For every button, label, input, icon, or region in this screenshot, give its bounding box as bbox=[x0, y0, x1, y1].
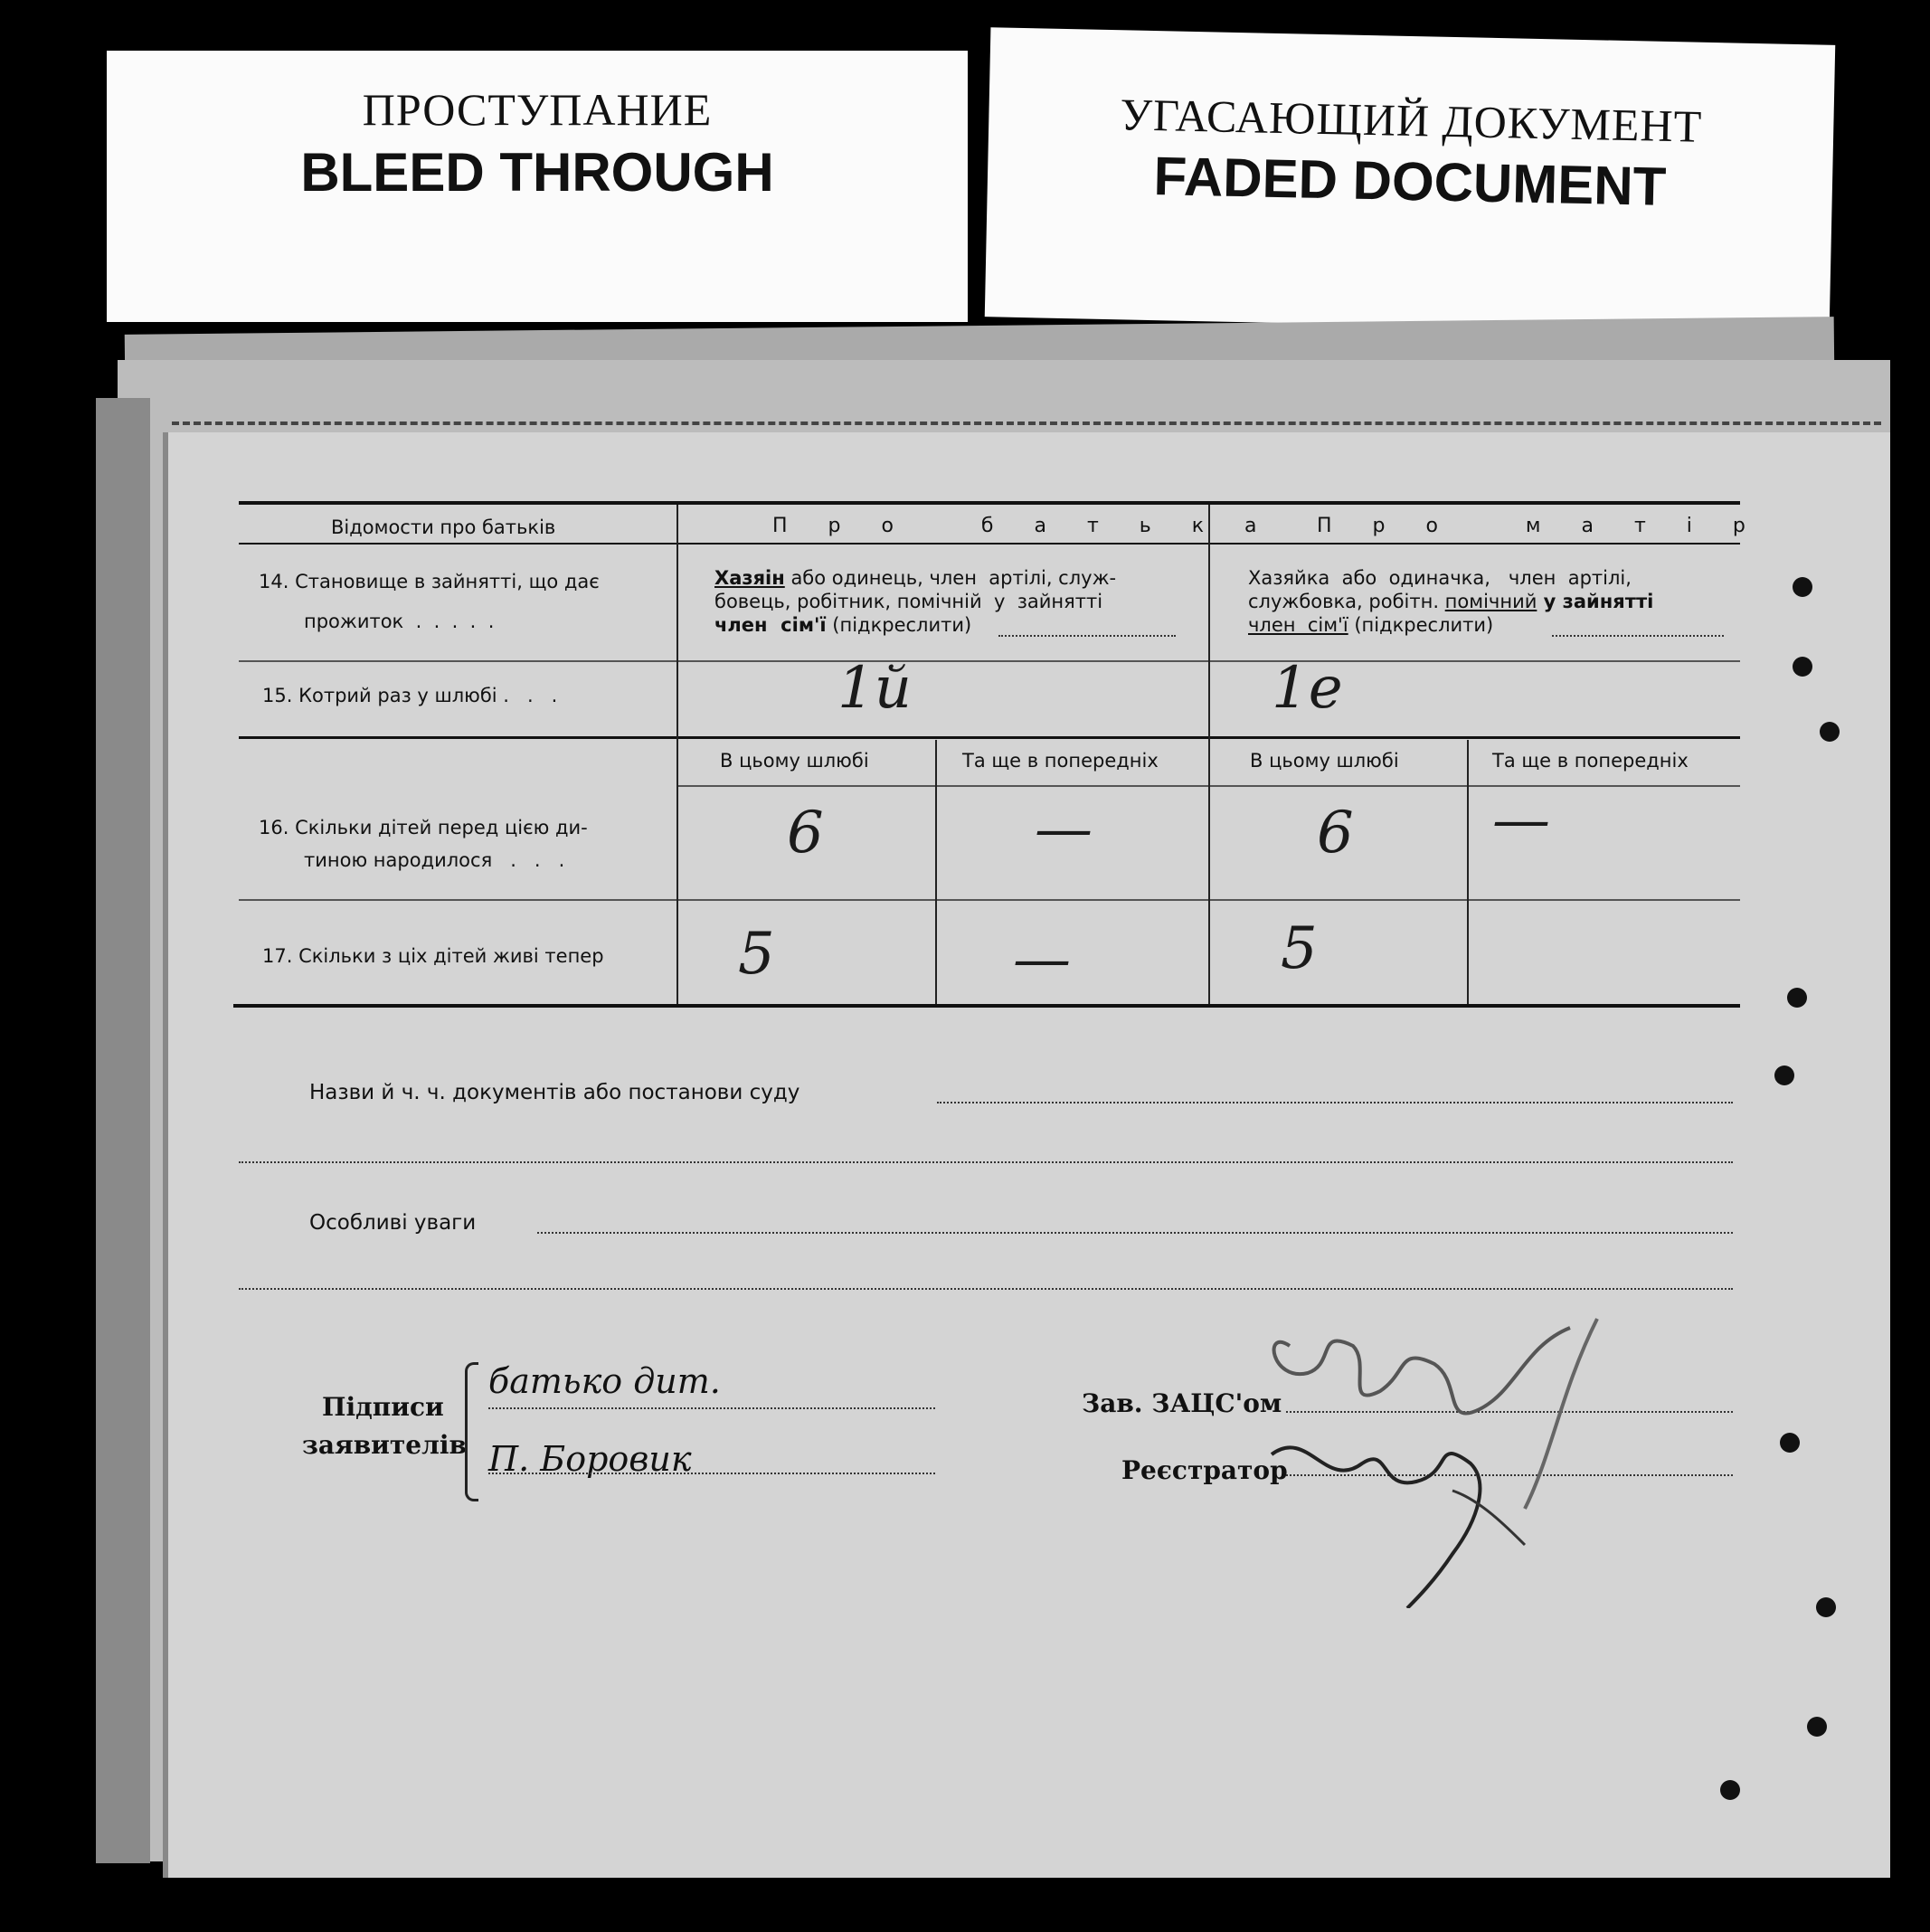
row14-father-dots bbox=[998, 635, 1176, 637]
signatures-label-line2: заявителів bbox=[302, 1430, 467, 1460]
row16-label-line2: тиною народилося . . . bbox=[304, 849, 565, 871]
punch-hole bbox=[1820, 722, 1840, 742]
row16-label-line1: 16. Скільки дітей перед цією ди- bbox=[259, 817, 588, 838]
row17-father-prev: — bbox=[1013, 926, 1071, 993]
row14-father-line1 bbox=[714, 566, 1116, 590]
mother-family-member-underlined: член сім'ї bbox=[1248, 614, 1348, 636]
subheader-father-this: В цьому шлюбі bbox=[720, 750, 869, 772]
header-rule bbox=[239, 543, 1740, 545]
row16-father-this: 6 bbox=[787, 800, 824, 867]
punch-hole bbox=[1787, 988, 1807, 1008]
signature-line-2 bbox=[488, 1473, 935, 1474]
card-left-en: BLEED THROUGH bbox=[300, 142, 774, 203]
applicant-signature-2: П. Боровик bbox=[488, 1439, 692, 1479]
row17-father-this: 5 bbox=[738, 921, 775, 988]
signatures-label-line1: Підписи bbox=[322, 1392, 444, 1422]
row14-label-line2: прожиток . . . . . bbox=[304, 611, 495, 632]
applicant-signature-1: батько дит. bbox=[488, 1361, 721, 1401]
subheader-father-previous: Та ще в попередніх bbox=[962, 750, 1159, 772]
row16-father-prev: — bbox=[1035, 796, 1093, 863]
signatures-brace bbox=[465, 1362, 478, 1501]
row14-rule bbox=[239, 660, 1740, 662]
col-divider-mother bbox=[1467, 740, 1469, 1004]
col-divider-father bbox=[935, 740, 937, 1004]
documents-field-label: Назви й ч. ч. документів або постанови суду bbox=[309, 1081, 800, 1104]
subheader-mother-previous: Та ще в попередніх bbox=[1492, 750, 1689, 772]
row14-mother-line2 bbox=[1248, 590, 1653, 613]
row14-mother-line3 bbox=[1248, 613, 1493, 637]
card-left-ru: ПРОСТУПАНИЕ bbox=[362, 84, 713, 135]
header-parents-info: Відомости про батьків bbox=[331, 516, 556, 538]
mother-occupation-b: у зайнятті bbox=[1537, 591, 1654, 612]
faded-document-card bbox=[985, 27, 1835, 334]
mother-occupation-a: службовка, робітн. bbox=[1248, 591, 1445, 612]
register-form-sheet bbox=[163, 432, 1890, 1878]
row15-father-value: 1й bbox=[837, 655, 912, 722]
signature-line-1 bbox=[488, 1407, 935, 1409]
registrar-label: Реєстратор bbox=[1121, 1455, 1288, 1485]
row17-mother-this: 5 bbox=[1281, 915, 1318, 982]
header-mother: П р о м а т і р bbox=[1317, 515, 1763, 537]
row16-rule bbox=[239, 899, 1740, 901]
back-sheet-strip bbox=[96, 398, 150, 1863]
punch-hole bbox=[1720, 1780, 1740, 1800]
perforation-line bbox=[172, 421, 1881, 425]
card-right-en: FADED DOCUMENT bbox=[1153, 146, 1667, 217]
father-family-member: член сім'ї bbox=[714, 614, 827, 636]
head-label: Зав. ЗАЦС'ом bbox=[1082, 1388, 1282, 1418]
mother-underline-note: (підкреслити) bbox=[1348, 614, 1494, 636]
father-underline-note: (підкреслити) bbox=[826, 614, 972, 636]
remarks-field-line-2 bbox=[239, 1288, 1733, 1290]
row17-label: 17. Скільки з ціх дітей живі тепер bbox=[262, 945, 604, 967]
mother-helper-underlined: помічний bbox=[1444, 591, 1537, 612]
punch-hole bbox=[1807, 1717, 1827, 1737]
col-divider-1 bbox=[676, 505, 678, 1004]
table-bottom-rule bbox=[233, 1004, 1740, 1008]
punch-hole bbox=[1816, 1597, 1836, 1617]
punch-hole bbox=[1780, 1433, 1800, 1453]
row14-mother-line1: Хазяйка або одиначка, член артілі, bbox=[1248, 567, 1632, 589]
punch-hole bbox=[1793, 577, 1812, 597]
documents-field-line-1 bbox=[937, 1102, 1733, 1103]
punch-hole bbox=[1774, 1065, 1794, 1085]
row15-mother-value: 1е bbox=[1272, 655, 1343, 722]
remarks-field-label: Особливі уваги bbox=[309, 1211, 477, 1235]
row16-mother-this: 6 bbox=[1317, 800, 1354, 867]
punch-hole bbox=[1793, 657, 1812, 677]
official-signatures-graphic bbox=[1254, 1310, 1760, 1608]
card-right-ru: УГАСАЮЩИЙ ДОКУМЕНТ bbox=[1120, 89, 1703, 152]
row16-mother-prev: — bbox=[1492, 787, 1550, 854]
table-top-rule bbox=[239, 501, 1740, 505]
row15-label: 15. Котрий раз у шлюбі . . . bbox=[262, 685, 558, 706]
bleed-through-card bbox=[107, 51, 968, 322]
header-father: П р о б а т ь к а bbox=[772, 515, 1274, 537]
remarks-field-line-1 bbox=[537, 1232, 1733, 1234]
father-occupation-text: або одинець, член артілі, служ- bbox=[784, 567, 1117, 589]
row14-mother-dots bbox=[1552, 635, 1724, 637]
row14-label-line1: 14. Становище в зайнятті, що дає bbox=[259, 571, 600, 592]
row15-rule bbox=[239, 736, 1740, 739]
col-divider-2 bbox=[1208, 505, 1210, 1004]
row14-father-line3 bbox=[714, 613, 971, 637]
subheader-mother-this: В цьому шлюбі bbox=[1250, 750, 1399, 772]
father-owner-underlined: Хазяін bbox=[714, 567, 785, 589]
row14-father-line2: бовець, робітник, помічній у зайнятті bbox=[714, 591, 1103, 612]
documents-field-line-2 bbox=[239, 1161, 1733, 1163]
